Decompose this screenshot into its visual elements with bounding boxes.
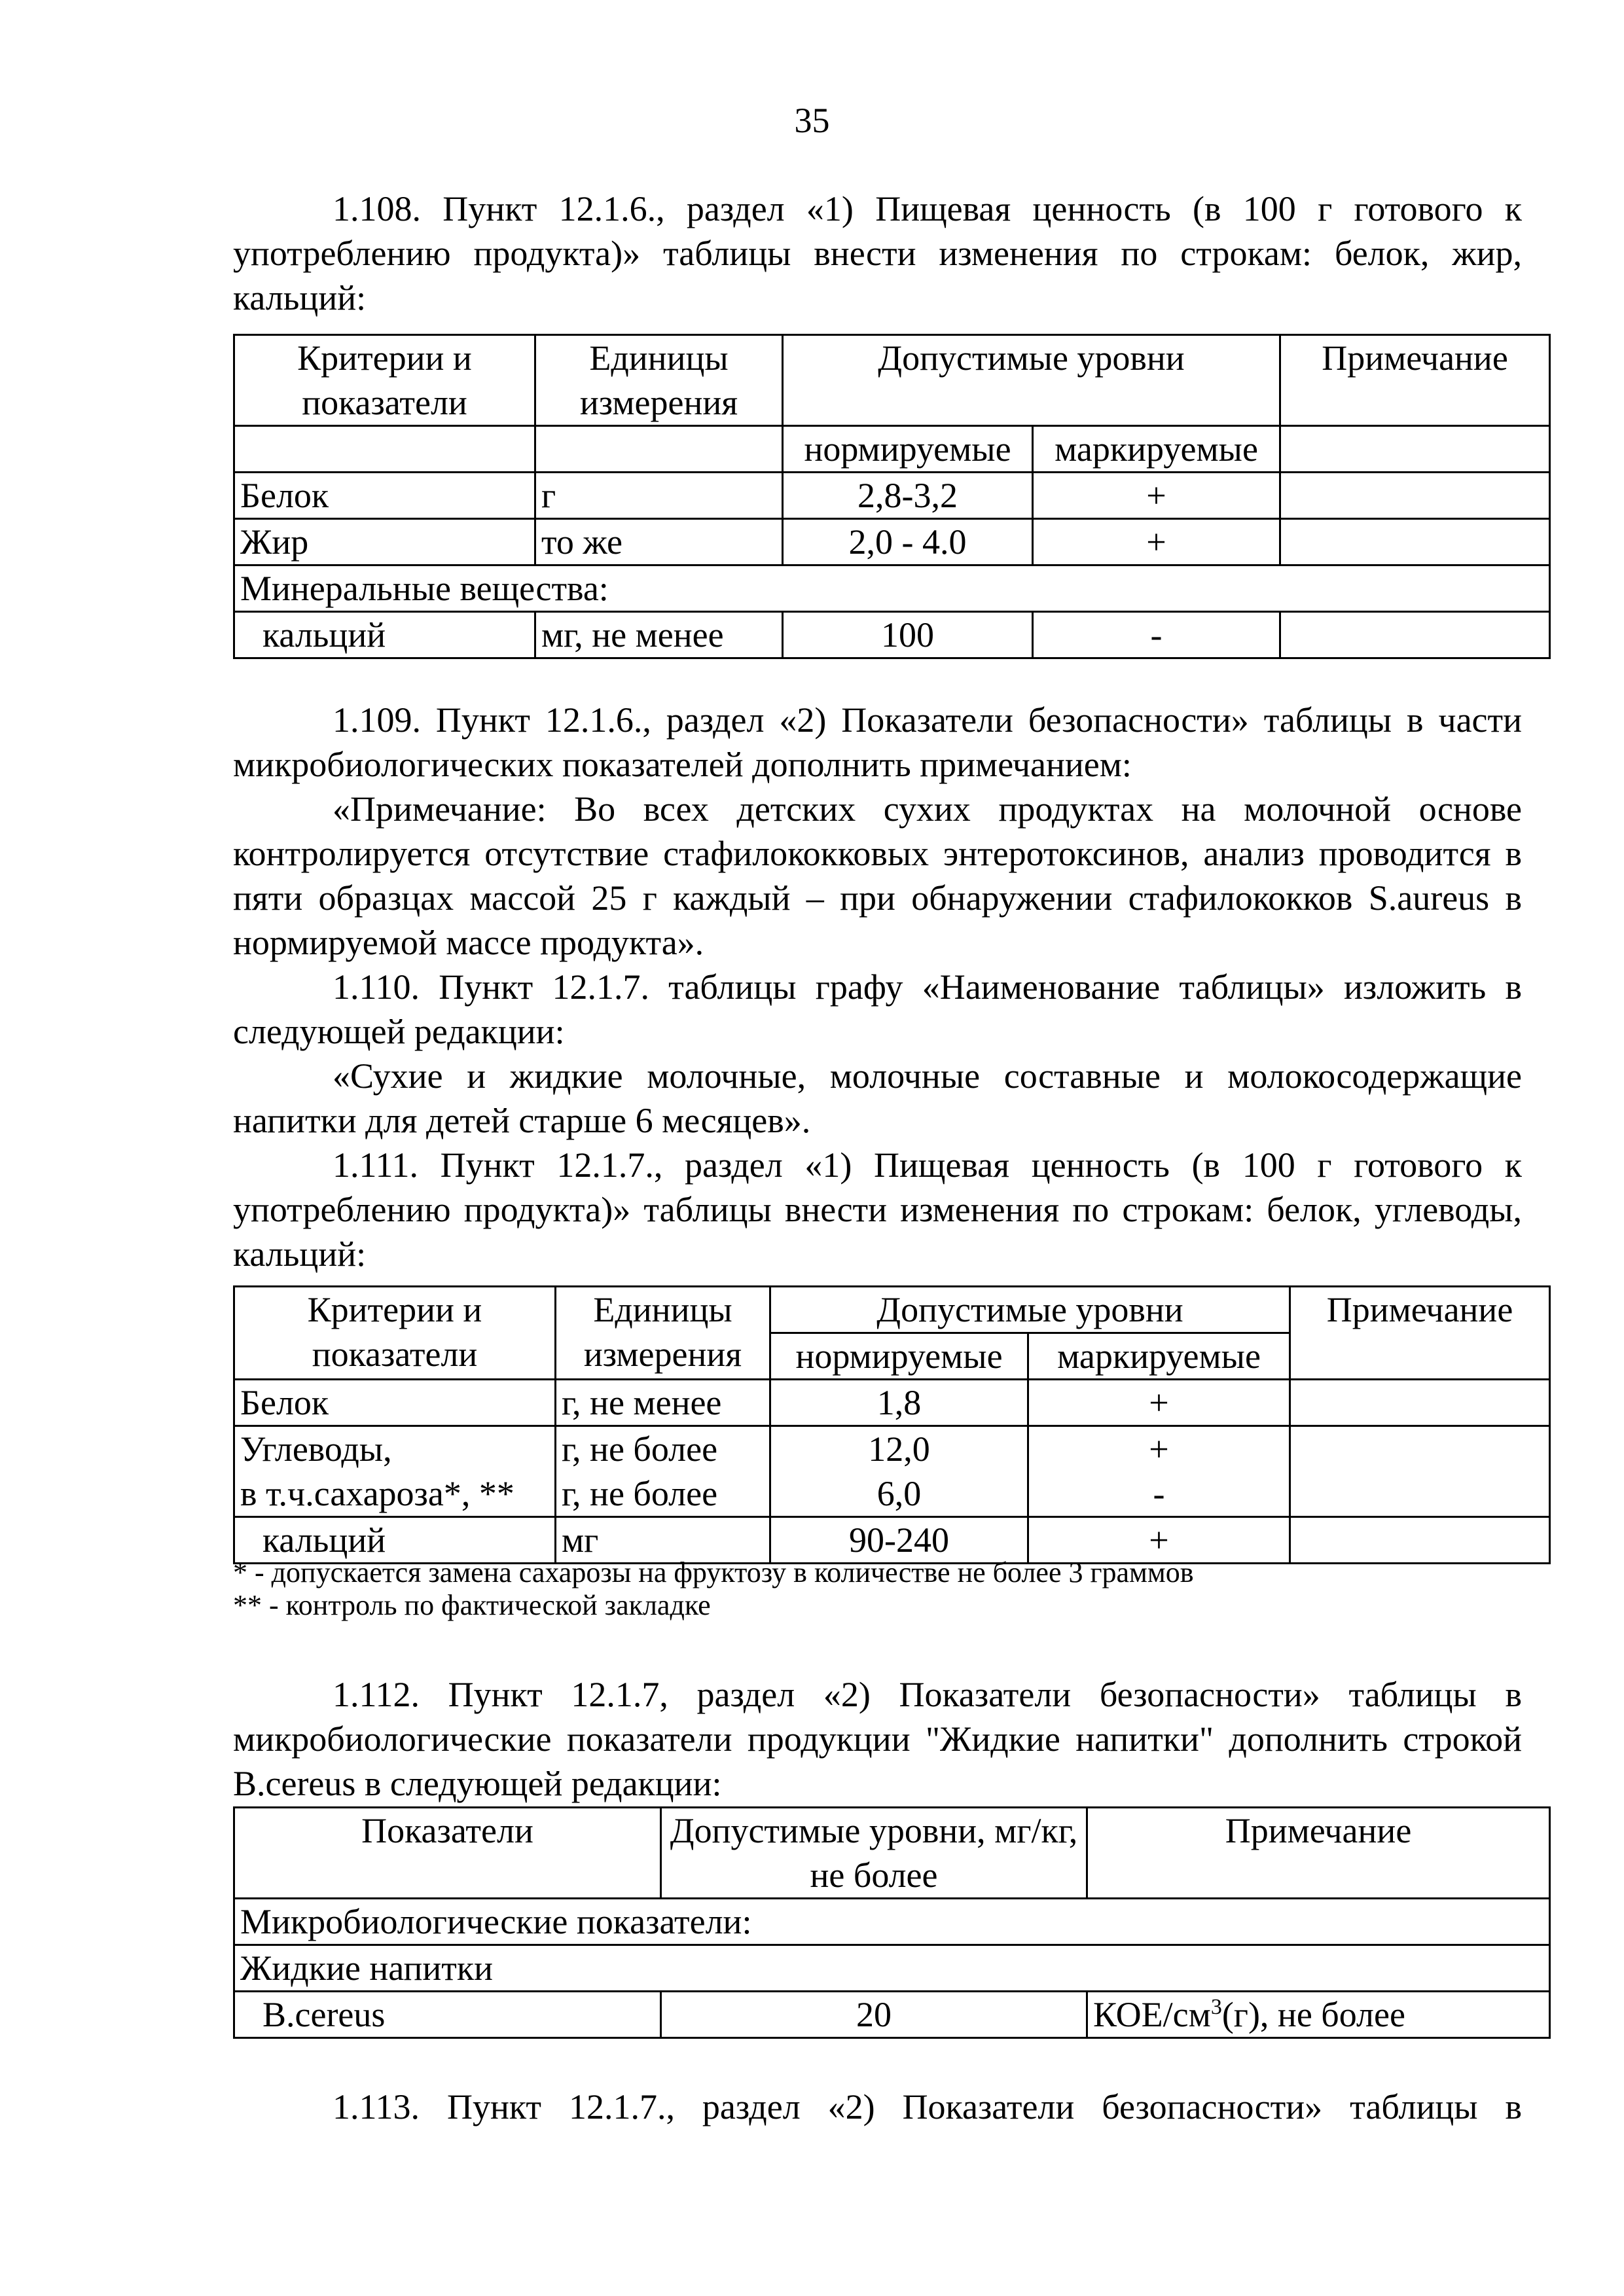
header-criteria: Критерии и показатели (234, 335, 535, 426)
table-microbiology-bcereus (233, 1806, 1551, 2039)
carbs-unit: г, не более (562, 1429, 718, 1469)
cell-name: Белок (234, 1380, 556, 1426)
table-row (234, 1992, 1550, 2038)
header-levels: Допустимые уровни (770, 1287, 1290, 1333)
section-microbiology: Микробиологические показатели: (234, 1899, 1550, 1945)
empty-cell (234, 426, 535, 473)
table-row (234, 473, 1550, 519)
section-liquid-drinks: Жидкие напитки (234, 1945, 1550, 1992)
header-normalized: нормируемые (783, 426, 1033, 473)
cell-norm: 1,8 (770, 1380, 1028, 1426)
table-section-row (234, 565, 1550, 612)
sucrose-norm: 6,0 (876, 1474, 922, 1513)
header-levels: Допустимые уровни, мг/кг, не более (661, 1808, 1087, 1899)
header-note: Примечание (1087, 1808, 1550, 1899)
header-labeled: маркируемые (1028, 1333, 1290, 1380)
cell-note (1290, 1380, 1550, 1426)
table-header-row (234, 1808, 1550, 1899)
cell-name (234, 1426, 556, 1517)
table-row (234, 1380, 1550, 1426)
paragraph-1-113 (233, 2085, 1522, 2129)
paragraphs-1-109-to-1-111 (233, 698, 1522, 1276)
cell-note (1280, 612, 1550, 658)
cell-mark (1028, 1426, 1290, 1517)
footnote-1: * - допускается замена сахарозы на фруктозу в количестве не более 3 граммов (233, 1556, 1194, 1588)
paragraph-1-112 (233, 1672, 1522, 1806)
paragraph-1-109-quote: «Примечание: Во всех детских сухих продуктах на молочной основе контролируется отсутствие стафилококковых энтеротоксинов, анализ проводится в пяти образцах массой 25 г каждый – при обнаружении стафилококков S.aureus в нормируемой массе продукта». (233, 789, 1522, 962)
cell-norm: 2,8-3,2 (783, 473, 1033, 519)
header-labeled: маркируемые (1033, 426, 1280, 473)
cell-name: Белок (234, 473, 535, 519)
note-superscript: 3 (1210, 1995, 1222, 2019)
sucrose-mark: - (1153, 1474, 1165, 1513)
empty-cell (535, 426, 783, 473)
cell-name: Жир (234, 519, 535, 565)
cell-mark: + (1028, 1380, 1290, 1426)
table-row (234, 1426, 1550, 1517)
table-nutrition-12-1-7 (233, 1285, 1551, 1564)
header-units: Единицы измерения (535, 335, 783, 426)
header-levels: Допустимые уровни (783, 335, 1280, 426)
cell-name: B.cereus (234, 1992, 661, 2038)
table-subheader-row (234, 426, 1550, 473)
header-indicators: Показатели (234, 1808, 661, 1899)
cell-norm: 2,0 - 4.0 (783, 519, 1033, 565)
cell-norm (770, 1426, 1028, 1517)
cell-name: кальций (234, 612, 535, 658)
header-note: Примечание (1280, 335, 1550, 426)
cell-mark: + (1033, 519, 1280, 565)
carbs-mark: + (1149, 1429, 1169, 1469)
carbs-label: Углеводы, (240, 1429, 392, 1469)
cell-mark: + (1033, 473, 1280, 519)
cell-note (1280, 519, 1550, 565)
paragraph-1-108 (233, 187, 1522, 320)
header-normalized: нормируемые (770, 1333, 1028, 1380)
table-header-row (234, 335, 1550, 426)
cell-note (1087, 1992, 1550, 2038)
section-minerals: Минеральные вещества: (234, 565, 1550, 612)
table-header-row (234, 1287, 1550, 1333)
paragraph-1-111: 1.111. Пункт 12.1.7., раздел «1) Пищевая ценность (в 100 г готового к употреблению продукта)» таблицы внести изменения по строкам: белок, углеводы, кальций: (233, 1145, 1522, 1274)
page-number: 35 (794, 101, 830, 140)
table-row (234, 612, 1550, 658)
carbs-norm: 12,0 (868, 1429, 930, 1469)
paragraph-1-109: 1.109. Пункт 12.1.6., раздел «2) Показатели безопасности» таблицы в части микробиологических показателей дополнить примечанием: (233, 700, 1522, 784)
cell-norm: 100 (783, 612, 1033, 658)
cell-unit: мг, не менее (535, 612, 783, 658)
table-section-row (234, 1899, 1550, 1945)
cell-unit (556, 1426, 770, 1517)
cell-unit: г (535, 473, 783, 519)
footnote-2: ** - контроль по фактической закладке (233, 1589, 711, 1621)
paragraph-1-110-quote: «Сухие и жидкие молочные, молочные составные и молокосодержащие напитки для детей старше 6 месяцев». (233, 1056, 1522, 1140)
cell-value: 20 (661, 1992, 1087, 2038)
paragraph-text: 1.108. Пункт 12.1.6., раздел «1) Пищевая ценность (в 100 г готового к употреблению продукта)» таблицы внести изменения по строкам: белок, жир, кальций: (233, 189, 1522, 317)
cell-note (1280, 473, 1550, 519)
header-note: Примечание (1290, 1287, 1550, 1380)
cell-name: кальций (234, 1517, 556, 1564)
cell-note (1290, 1426, 1550, 1517)
note-unit: КОЕ/см (1093, 1995, 1211, 2034)
footnotes (233, 1556, 1542, 1622)
paragraph-text: 1.112. Пункт 12.1.7, раздел «2) Показатели безопасности» таблицы в микробиологические показатели продукции "Жидкие напитки" дополнить строкой B.cereus в следующей редакции: (233, 1675, 1522, 1803)
header-criteria: Критерии и показатели (234, 1287, 556, 1380)
cell-unit: г, не менее (556, 1380, 770, 1426)
table-row (234, 519, 1550, 565)
cell-unit: то же (535, 519, 783, 565)
header-units: Единицы измерения (556, 1287, 770, 1380)
empty-cell (1280, 426, 1550, 473)
paragraph-1-110: 1.110. Пункт 12.1.7. таблицы графу «Наименование таблицы» изложить в следующей редакции: (233, 967, 1522, 1051)
table-nutrition-12-1-6 (233, 334, 1551, 659)
note-suffix: (г), не более (1221, 1995, 1405, 2034)
cell-unit: мг (556, 1517, 770, 1564)
cell-mark: - (1033, 612, 1280, 658)
table-section-row (234, 1945, 1550, 1992)
cell-norm: 90-240 (770, 1517, 1028, 1564)
paragraph-text: 1.113. Пункт 12.1.7., раздел «2) Показатели безопасности» таблицы в (333, 2087, 1522, 2126)
sucrose-label: в т.ч.сахароза*, ** (240, 1474, 514, 1513)
cell-mark: + (1028, 1517, 1290, 1564)
sucrose-unit: г, не более (562, 1474, 718, 1513)
